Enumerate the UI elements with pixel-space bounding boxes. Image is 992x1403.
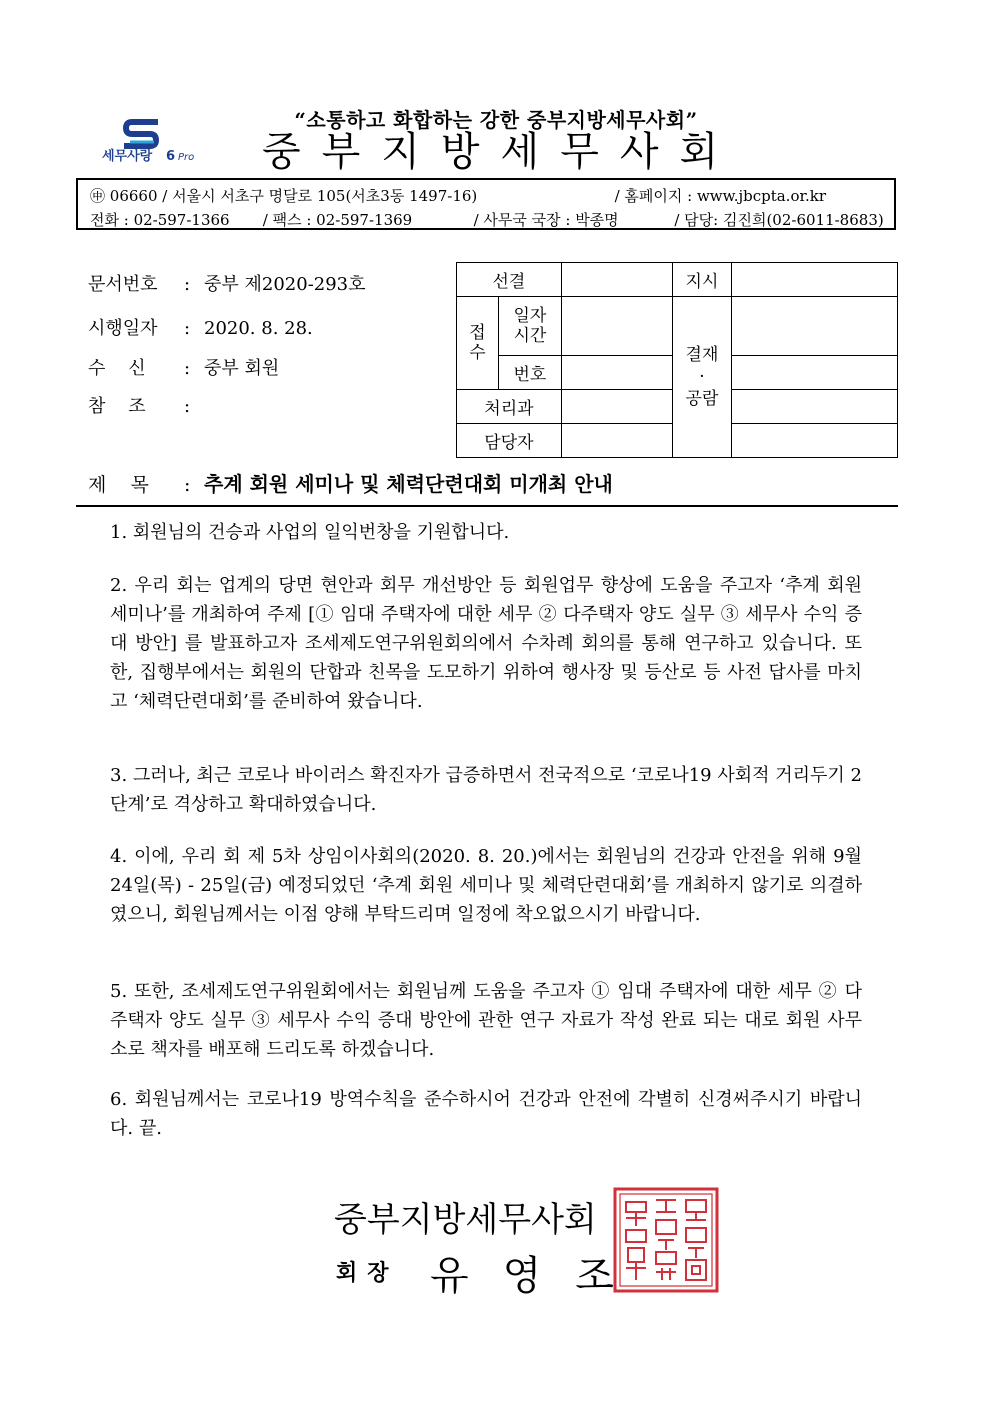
divider: [76, 505, 898, 507]
cell-approval-3: [732, 390, 898, 424]
cell-number-value: [561, 356, 672, 390]
fax: / 팩스 : 02-597-1369: [262, 211, 413, 229]
cell-approval-2: [732, 356, 898, 390]
signature-name: 유영조: [430, 1253, 648, 1299]
org-title: 중부지방세무사회: [262, 129, 740, 175]
subject-line: 제 목 : 추계 회원 세미나 및 체력단련대회 미개최 안내: [88, 472, 613, 496]
phone: 전화 : 02-597-1366: [90, 211, 230, 229]
address: 06660 / 서울시 서초구 명달로 105(서초3동 1497-16): [109, 187, 478, 205]
cell-ilja-sigan: 일자 시간: [498, 297, 561, 356]
meta-reference: 참 조 :: [88, 396, 191, 417]
seal-icon: [612, 1186, 720, 1294]
body-paragraph-4: 4. 이에, 우리 회 제 5차 상임이사회의(2020. 8. 20.)에서는 회원님의 건강과 안전을 위해 9월 24일(목) - 25일(금) 예정되었던 ‘추계 회원 세미나 및 체력단련대회’를 개최하지 않기로 의결하였으니, 회원님께서는 이점 양해 부탁드리며 일정에 착오없으시기 바랍니다.: [110, 846, 862, 925]
director: / 사무국 국장 : 박종명: [473, 211, 619, 229]
body-paragraph-1: 1. 회원님의 건승과 사업의 일익번창을 기원합니다.: [110, 522, 510, 543]
cell-jeopsu: 접수: [457, 297, 499, 390]
cell-jisi-value: [732, 263, 898, 297]
homepage: / 홈페이지 : www.jbcpta.or.kr: [614, 187, 827, 205]
cell-gyeoljae: 결재 · 공람: [672, 297, 732, 458]
signature-role: 회장: [336, 1260, 399, 1286]
zip-icon: ㊥: [90, 187, 106, 205]
body-paragraph-2: 2. 우리 회는 업계의 당면 현안과 회무 개선방안 등 회원업무 향상에 도움을 주고자 ‘추계 회원 세미나’를 개최하여 주제 [① 임대 주택자에 대한 세무 ② 다주택자 양도 실무 ③ 세무사 수익 증대 방안] 를 발표하고자 조세제도연구위원회의에서 수차례 회의를 통해 연구하고 있습니다. 또한, 집행부에서는 회원의 단합과 친목을 도모하기 위하여 행사장 및 등산로 등 사전 답사를 마치고 ‘체력단련대회’를 준비하여 왔습니다.: [110, 575, 862, 712]
manager: / 담당: 김진희(02-6011-8683): [674, 211, 884, 229]
logo-suffix: Pro: [178, 152, 195, 163]
body-paragraph-5: 5. 또한, 조세제도연구위원회에서는 회원님께 도움을 주고자 ① 임대 주택자에 대한 세무 ② 다주택자 양도 실무 ③ 세무사 수익 증대 방안에 관한 연구 자료가 작성 완료 되는 대로 회원 사무소로 책자를 배포해 드리도록 하겠습니다.: [110, 981, 862, 1060]
cell-damdangja: 담당자: [457, 424, 562, 458]
cell-jisi: 지시: [672, 263, 732, 297]
cell-seongyeol-value: [561, 263, 672, 297]
signature-org: 중부지방세무사회: [334, 1200, 597, 1240]
logo-text: 세무사랑: [102, 149, 153, 164]
cell-date-value: [561, 297, 672, 356]
contact-line-1: [90, 185, 826, 206]
contact-line-2: [90, 209, 884, 230]
slogan: “소통하고 화합하는 강한 중부지방세무사회”: [294, 108, 698, 132]
contact-box: [76, 178, 896, 230]
cell-approval-4: [732, 424, 898, 458]
cell-dept-value: [561, 390, 672, 424]
meta-doc-number: 문서번호 : 중부 제2020-293호: [88, 274, 366, 295]
cell-beonho: 번호: [498, 356, 561, 390]
cell-approval-1: [732, 297, 898, 356]
meta-issue-date: 시행일자 : 2020. 8. 28.: [88, 318, 313, 339]
cell-cheorigwa: 처리과: [457, 390, 562, 424]
cell-seongyeol: 선결: [457, 263, 562, 297]
subject-title: 추계 회원 세미나 및 체력단련대회 미개최 안내: [204, 472, 613, 496]
body-paragraph-3: 3. 그러나, 최근 코로나 바이러스 확진자가 급증하면서 전국적으로 ‘코로나19 사회적 거리두기 2단계’로 격상하고 확대하였습니다.: [110, 765, 862, 815]
meta-recipient: 수 신 : 중부 회원: [88, 358, 280, 379]
logo-mark-icon: [100, 118, 220, 164]
official-seal: [612, 1186, 720, 1294]
approval-table: [456, 262, 898, 458]
body-paragraph-6: 6. 회원님께서는 코로나19 방역수칙을 준수하시어 건강과 안전에 각별히 신경써주시기 바랍니다. 끝.: [110, 1089, 862, 1139]
cell-person-value: [561, 424, 672, 458]
svg-text:6: 6: [166, 149, 176, 164]
logo: [100, 118, 220, 164]
